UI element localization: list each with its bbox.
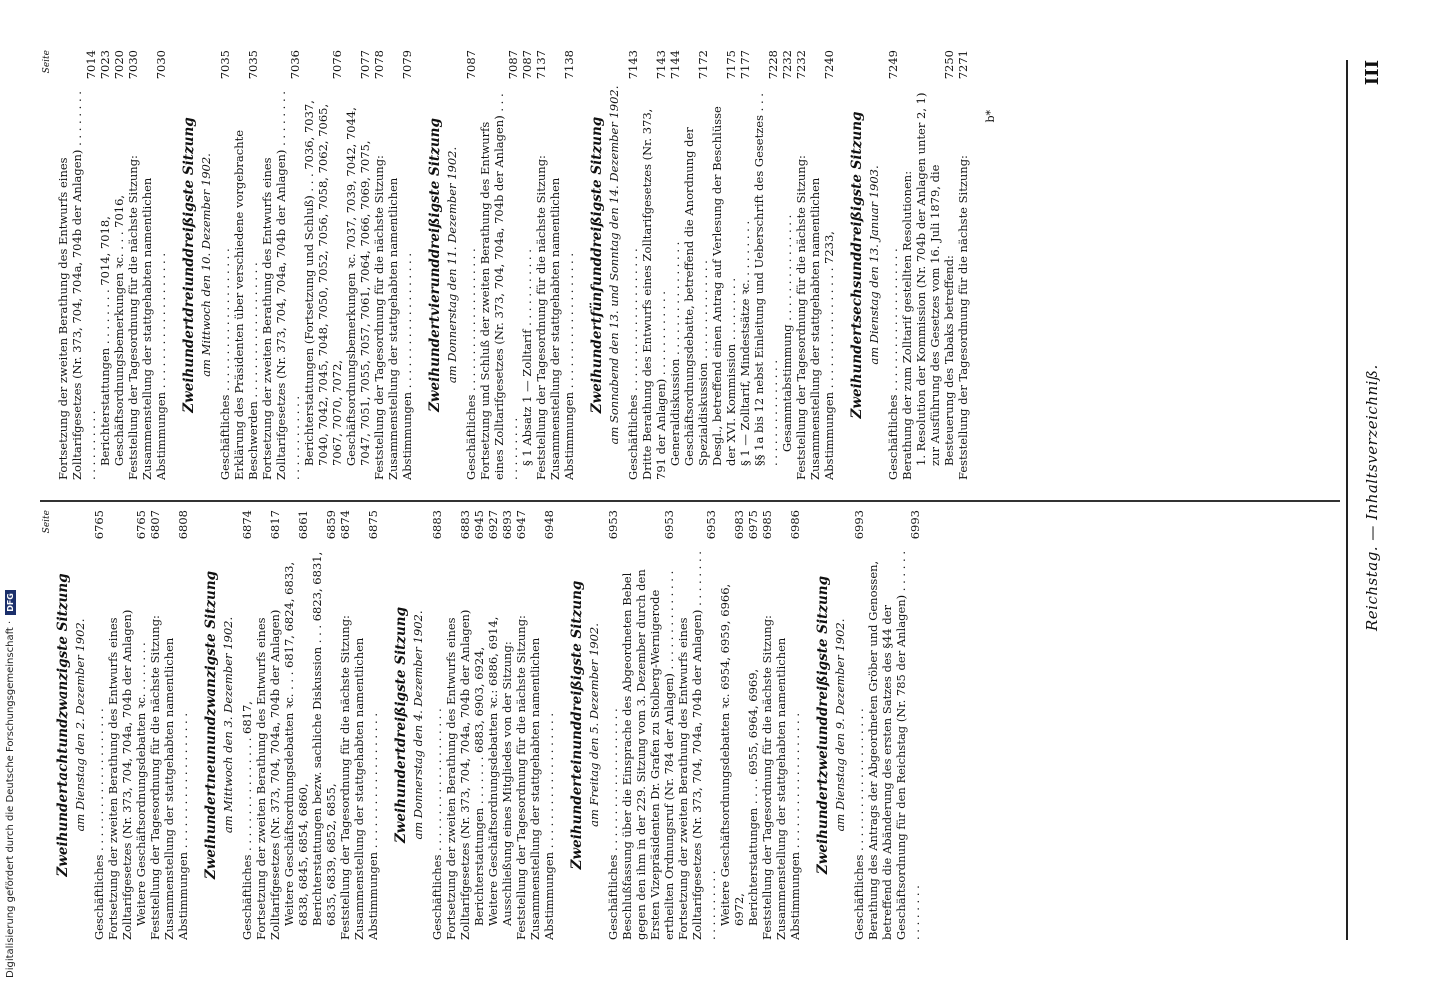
toc-entry <box>774 510 802 940</box>
toc-entry-label: Feststellung der Tagesordnung für die nächste Sitzung: <box>514 615 528 940</box>
toc-entry <box>548 50 576 480</box>
session-section <box>590 50 836 480</box>
toc-entry-page: 6808 <box>176 510 190 540</box>
toc-entry <box>112 50 126 480</box>
toc-entry-label: Zusammenstellung der stattgehabten namentlichen Abstimmungen . . . . . . . . . . . . . . . . . . . <box>162 637 190 940</box>
toc-entry <box>240 510 254 940</box>
toc-entry <box>534 50 548 480</box>
running-title: Reichstag. — Inhaltsverzeichniß. <box>1363 364 1381 631</box>
toc-entry-page: 6953 <box>662 510 676 540</box>
toc-entry-label: Zusammenstellung der stattgehabten namentlichen Abstimmungen . . . . . . . . . . . . . . . . . . . <box>352 637 380 940</box>
toc-entry <box>344 50 372 480</box>
toc-entry <box>514 510 528 940</box>
session-title: Zweihunderteinunddreißigste Sitzung <box>569 580 585 870</box>
toc-entry-page: 7036 <box>288 50 302 80</box>
toc-entry <box>760 510 774 940</box>
toc-entry <box>682 50 710 480</box>
toc-entry-page: 6947 <box>514 510 528 540</box>
toc-entry-page: 7079 <box>400 50 414 80</box>
toc-entry-label: Fortsetzung der zweiten Berathung des Entwurfs eines Zolltarifgesetzes (Nr. 373, 704, 704a, 704b der Anlagen) . . . . . . . . . . . . . . . . . . <box>56 91 98 480</box>
toc-entry <box>260 50 302 480</box>
toc-entry-label: Berichterstattungen bezw. sachliche Diskussion . . . 6823, 6831, 6835, 6839, 6852, 6855, <box>310 551 338 926</box>
signature-mark: b* <box>984 110 997 123</box>
toc-entry <box>148 510 162 940</box>
session-date: am Freitag den 5. Dezember 1902. <box>587 623 601 827</box>
seite-label-right: Seite <box>42 50 52 74</box>
credit-text: Digitalisierung gefördert durch die Deutsche Forschungsgemeinschaft · <box>4 620 16 978</box>
toc-entry-page: 6993 <box>908 510 922 540</box>
toc-entry-page: 6948 <box>542 510 556 540</box>
toc-entry-page: 7030 <box>154 50 168 80</box>
toc-entry <box>444 510 472 940</box>
toc-entry <box>302 50 344 480</box>
session-section <box>394 510 556 940</box>
toc-entry-label: Weitere Geschäftsordnungsdebatten ꝛc. 6954, 6959, 6966, 6972, <box>718 583 746 926</box>
toc-entry-page: 6861 <box>296 510 310 540</box>
toc-entry-label: Weitere Geschäftsordnungsdebatten ꝛc.: 6886, 6914, <box>486 616 500 926</box>
page-number: III <box>1361 60 1383 86</box>
toc-entry-page: 7087 <box>506 50 520 80</box>
toc-entry-label: Berichterstattungen (Fortsetzung und Schluß) . . . 7036, 7037, 7040, 7042, 7045, 7048, 7050, 7052, 7056, 7058, 7062, 7065, 7067, 7070, 7072, <box>302 100 344 466</box>
toc-entry <box>640 50 668 480</box>
toc-entry-page: 7271 <box>956 50 970 80</box>
toc-entry-label: Geschäftliches . . . . . . . . . . . . . . . . . . . . <box>464 248 478 480</box>
session-section <box>182 50 414 480</box>
toc-entry-page: 7250 <box>942 50 956 80</box>
toc-entry-page: 7078 <box>372 50 386 80</box>
column-divider <box>40 500 1340 502</box>
toc-entry-label: Geschäftliches . . . . . . . . . . . . . . . . . . . . <box>218 248 232 480</box>
toc-entry-page: 7143 <box>626 50 640 80</box>
toc-entry <box>282 510 310 940</box>
toc-entry-label: Fortsetzung der zweiten Berathung des Entwurfs eines Zolltarifgesetzes (Nr. 373, 704, 704a, 704b der Anlagen) <box>444 609 472 940</box>
toc-entry-label: Beschlußfassung über die Einsprache des Abgeordneten Bebel gegen den ihm in der 229. Sitzung vom 3. Dezember durch den Ersten Vizepräsidenten Dr. Grafen zu Stolberg-Wernigerode ertheilten Ordnungsruf (Nr. 784 der Anlagen) . . . . . . . . . . . . . . <box>620 569 676 940</box>
toc-entry-label: Feststellung der Tagesordnung für die nächste Sitzung: <box>126 155 140 480</box>
session-section <box>428 50 576 480</box>
toc-entry-label: Berichterstattungen . . . . 6955, 6964, 6969, <box>746 668 760 926</box>
toc-entry-label: § 1 Absatz 1 — Zolltarif . . . . . . . . . . . <box>520 249 534 466</box>
toc-entry-page: 7023 <box>98 50 112 80</box>
toc-entry-label: Feststellung der Tagesordnung für die nächste Sitzung: <box>760 615 774 940</box>
digitization-credit <box>0 22 20 978</box>
toc-entry <box>520 50 534 480</box>
session-date: am Mittwoch den 3. Dezember 1902. <box>221 616 235 834</box>
toc-entry <box>718 510 746 940</box>
toc-entry-page: 7030 <box>126 50 140 80</box>
toc-entry-page: 6945 <box>472 510 486 540</box>
toc-entry-page: 7087 <box>520 50 534 80</box>
toc-entry <box>310 510 338 940</box>
toc-entry <box>606 510 620 940</box>
toc-entry <box>92 510 106 940</box>
toc-entry-page: 7249 <box>886 50 900 80</box>
toc-entry <box>472 510 486 940</box>
toc-entry-label: Fortsetzung der zweiten Berathung des Entwurfs eines Zolltarifgesetzes (Nr. 373, 704, 704a, 704b der Anlagen) . . . . . . . . . . . . . . . . . . <box>676 551 718 940</box>
session-section <box>56 50 168 480</box>
toc-entry <box>464 50 478 480</box>
toc-entry-label: Berathung der zum Zolltarif gestellten Resolutionen: <box>900 170 914 480</box>
right-sections <box>56 50 970 480</box>
session-section <box>570 510 802 940</box>
toc-entry-page: 6817 <box>268 510 282 540</box>
session-section <box>56 510 190 940</box>
toc-entry-page: 7087 <box>464 50 478 80</box>
left-column <box>40 510 1340 940</box>
toc-entry-page: 6875 <box>366 510 380 540</box>
session-date: am Dienstag den 13. Januar 1903. <box>867 165 881 365</box>
session-title: Zweihundertachtundzwanzigste Sitzung <box>55 573 71 877</box>
toc-entry-page: 7240 <box>822 50 836 80</box>
session-date: am Dienstag den 2. Dezember 1902. <box>73 618 87 832</box>
toc-entry-label: Berathung des Antrags der Abgeordneten Gröber und Genossen, betreffend die Abänderung des ersten Satzes des §44 der Geschäftsordnung für den Reichstag (Nr. 785 der Anlagen) . . . . . . . . . . . . . . <box>866 550 922 940</box>
toc-entry <box>478 50 520 480</box>
toc-entry-page: 6874 <box>338 510 352 540</box>
session-section <box>816 510 922 940</box>
right-column <box>40 50 1340 480</box>
toc-entry <box>668 50 682 480</box>
session-title: Zweihundertfünfunddreißigste Sitzung <box>589 116 605 414</box>
session-section <box>204 510 380 940</box>
session-section <box>850 50 970 480</box>
toc-entry-label: Geschäftliches . . . . . . . . . . . . . . . . . . . . <box>886 248 900 480</box>
toc-entry-label: Erklärung des Präsidenten über verschiedene vorgebrachte Beschwerden . . . . . . . . . . . . . . . . . . . <box>232 129 260 480</box>
toc-entry-label: Feststellung der Tagesordnung für die nächste Sitzung: <box>148 615 162 940</box>
toc-entry-page: 6993 <box>852 510 866 540</box>
session-date: am Dienstag den 9. Dezember 1902. <box>833 618 847 832</box>
running-header <box>1352 60 1392 940</box>
toc-entry <box>676 510 718 940</box>
toc-entry-page: 7175 <box>724 50 738 80</box>
header-rule <box>1346 60 1348 940</box>
toc-entry <box>372 50 386 480</box>
session-title: Zweihundertsechsunddreißigste Sitzung <box>849 111 865 419</box>
toc-entry-label: Ausschließung eines Mitgliedes von der Sitzung: <box>500 641 514 926</box>
toc-entry <box>352 510 380 940</box>
toc-entry-page: 6883 <box>430 510 444 540</box>
toc-entry <box>98 50 112 480</box>
toc-entry-page: 6975 <box>746 510 760 540</box>
toc-entry-label: Weitere Geschäftsordnungsdebatten ꝛc. . . . 6817, 6824, 6833, 6838, 6845, 6854, 6860, <box>282 561 310 926</box>
toc-entry-label: Feststellung der Tagesordnung für die nächste Sitzung: <box>372 155 386 480</box>
toc-entry <box>752 50 780 480</box>
toc-entry-label: Berichterstattungen . . . . . . . 6883, 6903, 6924, <box>472 646 486 926</box>
toc-entry-page: 7014 <box>84 50 98 80</box>
toc-entry <box>794 50 808 480</box>
toc-entry-page: 7232 <box>780 50 794 80</box>
toc-entry <box>126 50 140 480</box>
toc-entry-label: Feststellung der Tagesordnung für die nächste Sitzung: <box>534 155 548 480</box>
toc-entry-page: 6765 <box>92 510 106 540</box>
toc-entry-label: Gesammtabstimmung . . . . . . . . . . . . . . . <box>780 214 794 452</box>
toc-entry-page: 7137 <box>534 50 548 80</box>
toc-entry <box>500 510 514 940</box>
session-date: am Sonnabend den 13. und Sonntag den 14. Dezember 1902. <box>607 85 621 445</box>
toc-entry-page: 6883 <box>458 510 472 540</box>
toc-entry-label: Geschäftsordnungsdebatte, betreffend die Anordnung der Spezialdiskussion . . . . . . . . . . . . . . <box>682 127 710 466</box>
toc-entry-label: Fortsetzung und Schluß der zweiten Berathung des Entwurfs eines Zolltarifgesetzes (Nr. 373, 704, 704a, 704b der Anlagen) . . . . . . . . . . . . <box>478 93 520 480</box>
toc-entry <box>134 510 148 940</box>
toc-entry <box>886 50 900 480</box>
toc-entry <box>140 50 168 480</box>
left-sections <box>56 510 922 940</box>
toc-entry <box>386 50 414 480</box>
toc-entry-label: Zusammenstellung der stattgehabten namentlichen Abstimmungen . . . . . . . . . . . . . . . . . . . <box>386 177 414 480</box>
toc-entry-page: 6893 <box>500 510 514 540</box>
toc-entry <box>808 50 836 480</box>
toc-entry-label: Zusammenstellung der stattgehabten namentlichen Abstimmungen . . . . . . . . . . . . . . . . . . . <box>140 177 168 480</box>
toc-entry <box>162 510 190 940</box>
session-date: am Mittwoch den 10. Dezember 1902. <box>199 153 213 377</box>
toc-entry-label: Feststellung der Tagesordnung für die nächste Sitzung: <box>338 615 352 940</box>
toc-entry-page: 6953 <box>606 510 620 540</box>
session-title: Zweihundertvierunddreißigste Sitzung <box>427 118 443 412</box>
toc-entry-page: 6765 <box>134 510 148 540</box>
toc-entry-page: 6927 <box>486 510 500 540</box>
toc-entry <box>746 510 760 940</box>
toc-entry <box>710 50 738 480</box>
toc-entry <box>852 510 866 940</box>
toc-entry <box>218 50 232 480</box>
session-date: am Donnerstag den 11. Dezember 1902. <box>445 146 459 384</box>
toc-entry-label: Weitere Geschäftsordnungsdebatten ꝛc. . . . . . . . <box>134 642 148 926</box>
toc-entry-label: Geschäftsordnungsbemerkungen ꝛc. 7037, 7039, 7042, 7044, 7047, 7051, 7055, 7057, 7061, 7064, 7066, 7069, 7075, <box>344 107 372 466</box>
toc-entry-label: Fortsetzung der zweiten Berathung des Entwurfs eines Zolltarifgesetzes (Nr. 373, 704, 704a, 704b der Anlagen) . . . . . . . . . . . . . . . . . . . . <box>260 91 302 480</box>
toc-entry <box>106 510 134 940</box>
toc-entry-label: Geschäftliches . . . . . . . . . . . . . . . . . . . . <box>92 708 106 940</box>
toc-entry <box>486 510 500 940</box>
toc-entry-page: 6874 <box>240 510 254 540</box>
toc-entry-page: 7035 <box>218 50 232 80</box>
toc-entry-page: 7177 <box>738 50 752 80</box>
toc-entry-label: Berichterstattungen . . . . . . . . 7014, 7018, <box>98 216 112 466</box>
toc-entry-page: 7077 <box>358 50 372 80</box>
toc-entry-label: Generaldiskussion . . . . . . . . . . . . . . . . <box>668 241 682 466</box>
toc-entry <box>866 510 922 940</box>
toc-entry-label: §§ 1a bis 12 nebst Einleitung und Ueberschrift des Gesetzes . . . . . . . . . . . . . . . . . . <box>752 93 780 466</box>
seite-label: Seite <box>42 510 52 534</box>
toc-entry-page: 7138 <box>562 50 576 80</box>
toc-entry-page: 6983 <box>732 510 746 540</box>
toc-entry-label: Fortsetzung der zweiten Berathung des Entwurfs eines Zolltarifgesetzes (Nr. 373, 704, 704a, 704b der Anlagen) <box>106 609 134 940</box>
toc-entry <box>914 50 956 480</box>
toc-entry-label: Zusammenstellung der stattgehabten namentlichen Abstimmungen . . . . . . . . . . . . . . . . . . . <box>774 637 802 940</box>
toc-entry <box>620 510 676 940</box>
toc-entry-label: Desgl., betreffend einen Antrag auf Verlesung der Beschlüsse der XVI. Kommission . . . . . . . . . <box>710 106 738 466</box>
toc-entry-page: 7172 <box>696 50 710 80</box>
session-title: Zweihundertdreißigste Sitzung <box>393 606 409 844</box>
toc-entry <box>56 50 98 480</box>
toc-entry-label: Dritte Berathung des Entwurfs eines Zolltarifgesetzes (Nr. 373, 791 der Anlagen) . . . . . . . . . . . . <box>640 108 668 480</box>
toc-entry <box>232 50 260 480</box>
toc-entry-label: Zusammenstellung der stattgehabten namentlichen Abstimmungen . . . . . . . . . . . . . . . . . . . <box>528 637 556 940</box>
toc-entry-label: Fortsetzung der zweiten Berathung des Entwurfs eines Zolltarifgesetzes (Nr. 373, 704, 704a, 704b der Anlagen) <box>254 609 282 940</box>
toc-entry-page: 7076 <box>330 50 344 80</box>
toc-entry-page: 7144 <box>668 50 682 80</box>
toc-entry-label: Feststellung der Tagesordnung für die nächste Sitzung: <box>956 155 970 480</box>
toc-entry-page: 6807 <box>148 510 162 540</box>
toc-entry-page: 6985 <box>760 510 774 540</box>
toc-entry-label: Zusammenstellung der stattgehabten namentlichen Abstimmungen . . . . . . . . . . . . . . . . . 7233, <box>808 177 836 480</box>
session-title: Zweihundertdreiunddreißigste Sitzung <box>181 117 197 413</box>
toc-entry <box>956 50 970 480</box>
toc-entry <box>900 50 914 480</box>
toc-entry-page: 7020 <box>112 50 126 80</box>
toc-entry <box>430 510 444 940</box>
session-date: am Donnerstag den 4. Dezember 1902. <box>411 610 425 840</box>
toc-entry-page: 7035 <box>246 50 260 80</box>
toc-entry-label: Geschäftliches . . . . . . . . . . . . . . . . 6817, <box>240 701 254 940</box>
toc-entry-page: 6859 <box>324 510 338 540</box>
toc-entry-page: 7228 <box>766 50 780 80</box>
toc-entry <box>780 50 794 480</box>
session-title: Zweihundertneunundzwanzigste Sitzung <box>203 570 219 880</box>
toc-entry <box>738 50 752 480</box>
toc-entry-page: 6986 <box>788 510 802 540</box>
session-title: Zweihundertzweiunddreißigste Sitzung <box>815 575 831 875</box>
toc-entry-page: 6953 <box>704 510 718 540</box>
toc-entry-label: § 1 — Zolltarif, Mindestsätze ꝛc. . . . . . . . . <box>738 220 752 466</box>
toc-entry-label: Geschäftliches . . . . . . . . . . . . . . . . . . . . <box>430 708 444 940</box>
toc-entry-label: 1. Resolution der Kommission (Nr. 704b der Anlagen unter 2, 1) zur Ausführung des Gesetzes vom 16. Juli 1879, die Besteuerung des Tabaks betreffend: <box>914 92 956 466</box>
toc-entry-label: Geschäftliches . . . . . . . . . . . . . . . . . . . . <box>606 708 620 940</box>
toc-entry-label: Geschäftliches . . . . . . . . . . . . . . . . . . . . <box>626 248 640 480</box>
toc-entry-label: Geschäftsordnungsbemerkungen ꝛc. . . . 7016, <box>112 194 126 466</box>
toc-entry-label: Feststellung der Tagesordnung für die nächste Sitzung: <box>794 155 808 480</box>
toc-entry <box>254 510 282 940</box>
toc-entry-page: 7232 <box>794 50 808 80</box>
dfg-logo: DFG <box>5 590 16 615</box>
toc-entry-label: Geschäftliches . . . . . . . . . . . . . . . . . . . . <box>852 708 866 940</box>
toc-entry-label: Zusammenstellung der stattgehabten namentlichen Abstimmungen . . . . . . . . . . . . . . . . . . . <box>548 177 576 480</box>
toc-entry <box>338 510 352 940</box>
toc-entry <box>626 50 640 480</box>
toc-entry <box>528 510 556 940</box>
toc-entry-page: 7143 <box>654 50 668 80</box>
